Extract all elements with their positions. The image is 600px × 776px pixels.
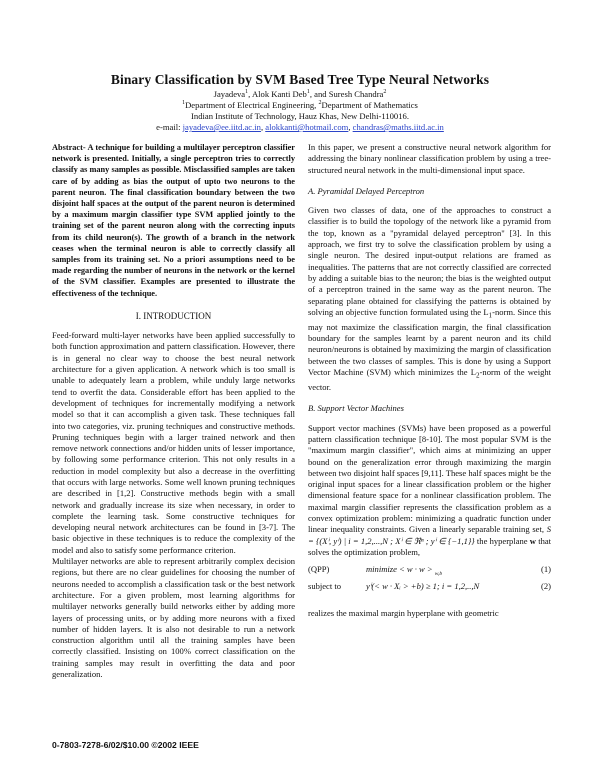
affil-marker-1: 1 [182, 100, 186, 107]
author-line [0, 89, 600, 99]
equation-1 [308, 564, 551, 581]
email-prefix: e-mail: [156, 122, 183, 132]
subsection-heading-b: B. Support Vector Machines [308, 403, 404, 414]
subsection-a-text-3: -norm of the weight vector. [308, 367, 552, 393]
equation-2-label: subject to [308, 581, 341, 592]
equation-1-label: (QPP) [308, 564, 330, 575]
subscript: 2 [476, 371, 480, 380]
author-separator: , and [309, 89, 329, 99]
subsection-a-paragraph [308, 205, 551, 393]
subsection-b-text-1: Support vector machines (SVMs) have been proposed as a powerful pattern classification technique [8-10]. The most popular SVM is the "maximum margin classifier", which aims at minimizing an upper bound on the generalization error through maximizing the margin between two disjoint half spaces [9,11]. These half spaces might be the original input spaces for a linear classification problem or the higher dimensional feature space for a nonlinear classification problem. The maximal margin classifier represents the classification problem as a convex optimization problem: minimizing a quadratic function under linear inequality constraints. Given a linearly separable training set, [308, 422, 551, 535]
author-3: Suresh Chandra [328, 89, 384, 99]
weight-vector-symbol: w [529, 535, 536, 546]
email-line [0, 122, 600, 132]
paper-title: Binary Classification by SVM Based Tree Type Neural Networks [110, 72, 490, 87]
subsection-a-text-1: Given two classes of data, one of the approaches to construct a classifier is to build the topology of the network like a pyramid from the top, known as a "pyramidal delayed perceptron" [3]. In this approach, we first try to solve the classification problem by using a single neuron. The desired input-output relations are framed as inequalities. The patterns that are not correctly classified are corrected by adding a suitable bias to the neuron; the bias is the weighted output of a perceptron trained in the same way as the parent neuron. The separating plane obtained for classifying the patterns is obtained by solving an objective function formulated using the L [308, 205, 551, 317]
equation-1-subscript: w,b [434, 571, 443, 578]
affiliation-line [0, 100, 600, 110]
author-3-affil: 2 [383, 89, 387, 96]
author-1: Jayadeva [213, 89, 246, 99]
equation-2 [308, 581, 551, 598]
email-link-1[interactable]: jayadeva@ee.iitd.ac.in [182, 122, 261, 132]
equation-2-number: (2) [541, 581, 551, 592]
author-separator: , [248, 89, 252, 99]
affil-marker-2: 2 [318, 100, 322, 107]
subsection-b-text-2: the hyperplane [474, 535, 530, 546]
left-column [52, 142, 295, 680]
author-1-affil: 1 [245, 89, 249, 96]
author-2: Alok Kanti Deb [251, 89, 307, 99]
subsection-heading-a: A. Pyramidal Delayed Perceptron [308, 185, 425, 196]
email-separator: , [348, 122, 353, 132]
equation-1-body [366, 564, 531, 580]
right-column [308, 142, 551, 620]
equation-2-body: yⁱ(< w · Xᵢ > +b) ≥ 1; i = 1,2,..,N [366, 581, 480, 592]
equation-1-number: (1) [541, 564, 551, 575]
abstract: Abstract- A technique for building a multilayer perceptron classifier network is presented. Initially, a single perceptron tries to correctly classify as many samples as possible. Misclassified samples are taken care of by adding as bias the output of upto two neurons to the parent neuron. The final classification boundary between the two disjoint half spaces at the output of the parent neuron is determined by a maximum margin classifier type SVM applied jointly to the training set of the parent neuron along with the correcting inputs from its child neuron(s). The growth of a branch in the network ceases when the terminal neuron is able to correctly classify all samples from its training set. No a priori assumptions need to be made regarding the number of neurons in the network or the kernel of the SVM classifier. Examples are presented to illustrate the effectiveness of the technique. [52, 143, 295, 298]
subsection-b-paragraph [308, 423, 551, 559]
equation-block [308, 564, 551, 598]
department-2: Department of Mathematics [321, 100, 418, 110]
subsection-a-text-2: -norm. Since this may not maximize the classification margin, the final classification boundary for the samples learnt by a parent neuron and its child neuron/neurons is obtained by maximizing the margin of classification between the two classes of samples. This is done by using a Support Vector Machine (SVM) which minimizes the L [308, 306, 551, 378]
intro-paragraph-2: Multilayer networks are able to represent arbitrarily complex decision regions, but there are no clear guidelines for choosing the number of neurons needed to accomplish a classification task or the best network architecture. For a given problem, most learning algorithms for multilayer networks generally build networks either by adding more layers of processing units, or by adding more neurons with a fixed number of hidden layers. It is also not desirable to run a network construction algorithm until all the training samples have been correctly classified. Insisting on 100% correct classification on the training samples may result in overfitting the data and poor generalization. [52, 556, 295, 680]
author-2-affil: 1 [306, 89, 310, 96]
email-separator: , [260, 122, 266, 132]
institute-line: Indian Institute of Technology, Hauz Khas, New Delhi-110016. [191, 111, 409, 121]
email-link-3[interactable]: chandras@maths.iitd.ac.in [352, 122, 444, 132]
subscript: 1 [488, 311, 493, 320]
equation-1-expression: minimize < w · w > [366, 564, 433, 575]
right-paragraph-1: In this paper, we present a constructive neural network algorithm for addressing the binary nonlinear classification problem by using a tree-structured neural network in the multi-dimensional input space. [308, 142, 551, 175]
intro-paragraph-1: Feed-forward multi-layer networks have been applied successfully to both function approximation and pattern classification. However, there is in general no clear way to choose the best neural network architecture for a given application. A network which is too small is unable to adequately learn a problem, while unduly large networks tend to overfit the data. Considerable effort has been applied to the development of techniques for incrementally modifying a network model so that it can accomplish a given task. These techniques fall into two categories, viz. pruning techniques and constructive methods. Pruning techniques begin with a larger trained network and then remove network connections and/or hidden units of lesser importance, by following some performance criterion. This not only results in a reduction in model complexity but also a decrease in the overfitting that occurs with large networks. Some well known pruning techniques are described in [1,2]. Constructive methods begin with a small network and gradually increase its size when necessary, in order to complete the learning task. Some constructive techniques for developing neural network architectures can be found in [3-7]. The basic objective in these techniques is to reduce the complexity of the model and also to satisfy some performance criterion. [52, 330, 295, 555]
training-set-formula: S = {(Xⁱ, yⁱ) | i = 1,2,...,N ; Xⁱ ∈ ℜⁿ ; yⁱ ∈ {−1,1}} [308, 524, 551, 546]
copyright-footer: 0-7803-7278-6/02/$10.00 ©2002 IEEE [52, 740, 199, 750]
department-1: Department of Electrical Engineering, [185, 100, 319, 110]
email-link-2[interactable]: alokkanti@hotmail.com [265, 122, 349, 132]
section-heading-introduction: I. INTRODUCTION [135, 310, 212, 321]
subsection-b-text-3: that solves the optimization problem, [308, 535, 552, 557]
closing-line: realizes the maximal margin hyperplane with geometric [308, 608, 499, 619]
